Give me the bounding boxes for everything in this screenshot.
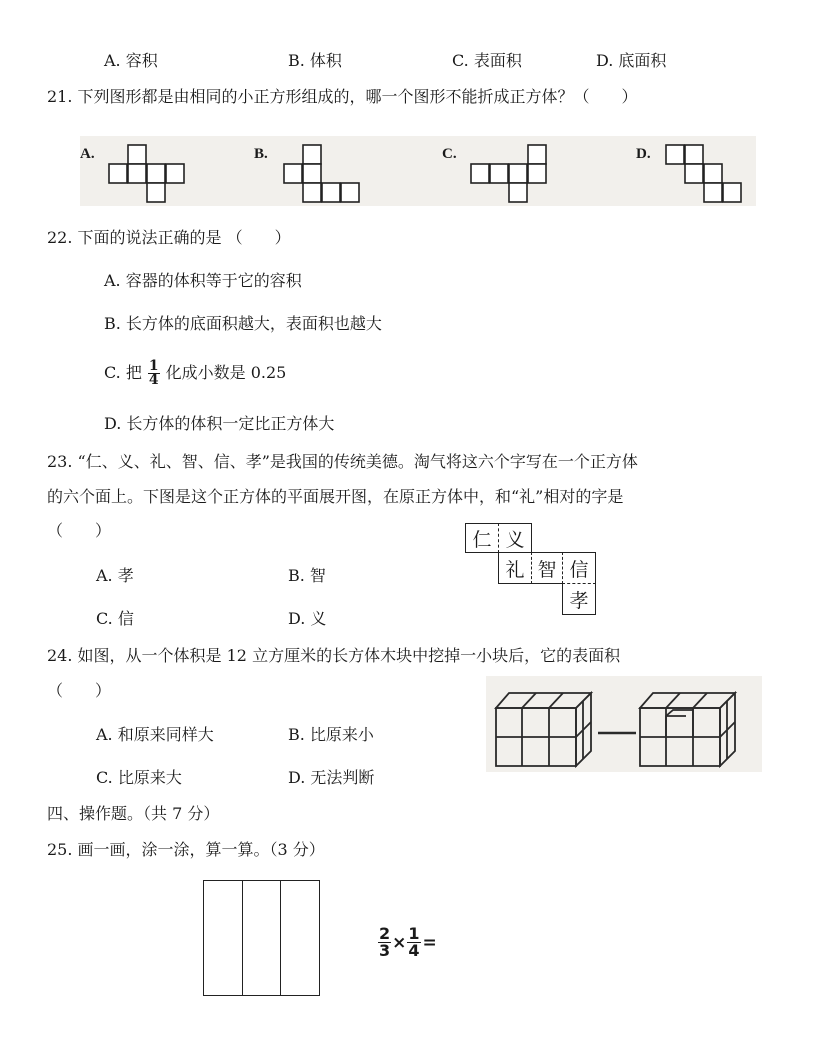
q21-label-d: D. xyxy=(636,146,651,162)
q21-label-a: A. xyxy=(80,146,95,162)
q22-option-c-suffix: 化成小数是 0.25 xyxy=(165,363,287,382)
q22-option-c-fraction xyxy=(148,357,160,388)
q21-net-c xyxy=(470,144,550,204)
q25-equation xyxy=(378,926,437,959)
q25-question: 25. 画一画，涂一涂，算一算。（3 分） xyxy=(47,840,325,859)
q22-option-a: A. 容器的体积等于它的容积 xyxy=(104,271,302,290)
cube-face-yi: 义 xyxy=(498,523,532,553)
q23-question-line2: 的六个面上。下图是这个正方体的平面展开图，在原正方体中，和“礼”相对的字是 xyxy=(47,487,624,506)
q23-question-line1: 23. “仁、义、礼、智、信、孝”是我国的传统美德。淘气将这六个字写在一个正方体 xyxy=(47,452,638,471)
q22-option-d: D. 长方体的体积一定比正方体大 xyxy=(104,414,335,433)
q24-option-a: A. 和原来同样大 xyxy=(96,725,214,744)
q25-times-sign: × xyxy=(392,932,407,953)
q22-option-c-prefix: C. 把 xyxy=(104,363,142,382)
q23-answer-paren: （ ） xyxy=(47,521,112,540)
q24-arrow xyxy=(598,727,638,739)
section4-heading: 四、操作题。（共 7 分） xyxy=(47,804,220,823)
q23-option-c: C. 信 xyxy=(96,609,134,628)
cube-face-xin: 信 xyxy=(562,552,596,584)
q24-block-carved xyxy=(638,690,743,770)
q22-question: 22. 下面的说法正确的是 （ ） xyxy=(47,228,291,247)
q22-option-b: B. 长方体的底面积越大，表面积也越大 xyxy=(104,314,382,333)
q25-fraction-1-numerator: 2 xyxy=(379,924,391,943)
q23-option-b: B. 智 xyxy=(288,566,326,585)
q25-fraction-1 xyxy=(378,926,391,959)
q25-column-2 xyxy=(243,881,282,995)
cube-face-ren: 仁 xyxy=(465,523,499,553)
q25-fraction-1-denominator: 3 xyxy=(379,941,391,960)
cube-face-xiao: 孝 xyxy=(562,583,596,615)
cube-face-li: 礼 xyxy=(498,552,532,584)
q20-option-c: C. 表面积 xyxy=(452,51,522,70)
q25-fraction-2-denominator: 4 xyxy=(408,941,420,960)
q20-option-d: D. 底面积 xyxy=(596,51,667,70)
q23-option-d: D. 义 xyxy=(288,609,327,628)
q24-block-original xyxy=(494,690,599,770)
q25-column-3 xyxy=(281,881,319,995)
q21-net-b xyxy=(283,144,363,204)
q21-net-d xyxy=(665,144,745,204)
q22-fraction-denominator: 4 xyxy=(148,371,159,388)
q22-fraction-numerator: 1 xyxy=(148,357,159,374)
q24-option-c: C. 比原来大 xyxy=(96,768,182,787)
q24-answer-paren: （ ） xyxy=(47,681,112,700)
cube-face-zhi: 智 xyxy=(531,552,563,584)
q21-label-b: B. xyxy=(254,146,268,162)
q25-fraction-2-numerator: 1 xyxy=(408,924,420,943)
q23-option-a: A. 孝 xyxy=(96,566,134,585)
q25-drawing-rectangle xyxy=(203,880,320,996)
q20-option-a: A. 容积 xyxy=(104,51,158,70)
q21-label-c: C. xyxy=(442,146,457,162)
q25-equals-sign: = xyxy=(422,932,437,953)
q24-option-d: D. 无法判断 xyxy=(288,768,375,787)
q25-column-1 xyxy=(204,881,243,995)
q21-question: 21. 下列图形都是由相同的小正方形组成的，哪一个图形不能折成正方体？（ ） xyxy=(47,87,638,106)
q21-net-a xyxy=(108,144,188,204)
q24-question: 24. 如图，从一个体积是 12 立方厘米的长方体木块中挖掉一小块后，它的表面积 xyxy=(47,646,621,665)
q25-fraction-2 xyxy=(407,926,420,959)
q20-option-b: B. 体积 xyxy=(288,51,342,70)
q24-option-b: B. 比原来小 xyxy=(288,725,374,744)
q22-option-c xyxy=(104,356,286,390)
